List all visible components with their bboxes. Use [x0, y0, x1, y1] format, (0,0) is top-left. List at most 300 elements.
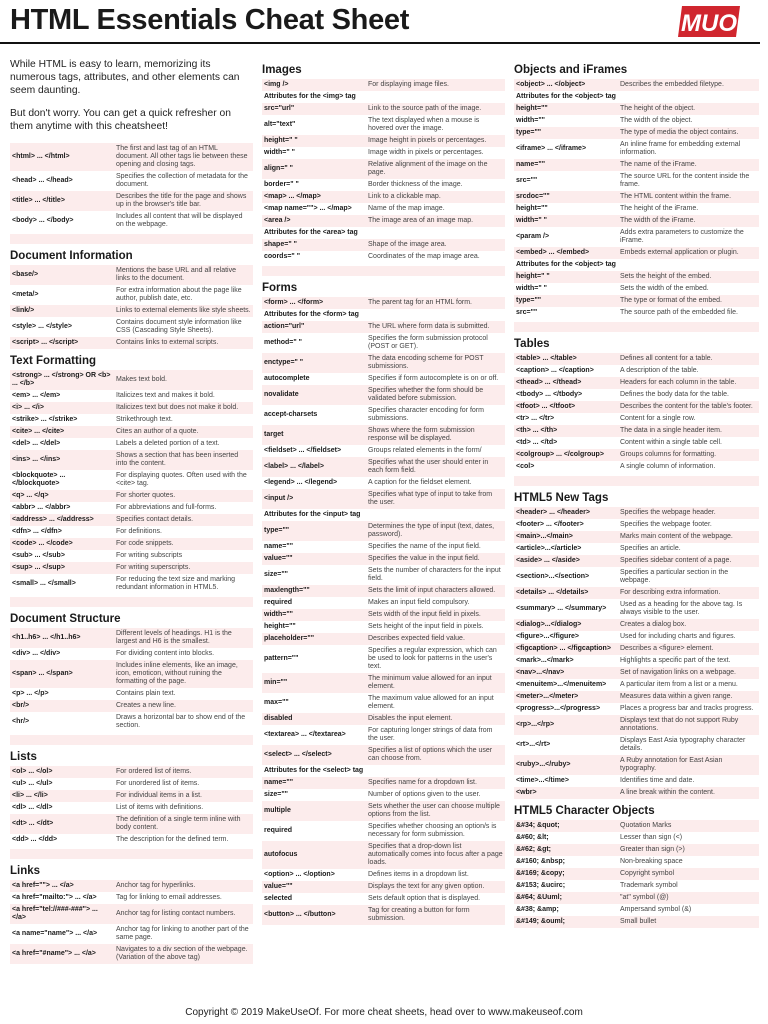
tag-description: For capturing longer strings of data from the user. [368, 727, 493, 742]
tag-description: Non-breaking space [620, 858, 683, 865]
tag-description: Tag for linking to email addresses. [116, 894, 222, 901]
tag-description: Trademark symbol [620, 882, 678, 889]
tag-code: shape=" " [264, 241, 297, 248]
table-row [514, 735, 759, 755]
table-row [262, 841, 505, 869]
tag-description: A Ruby annotation for East Asian typography. [620, 757, 723, 772]
tag-code: <option> ... </option> [264, 871, 335, 878]
tag-description: Specifies the webpage header. [620, 509, 716, 516]
table-row [10, 426, 253, 438]
table-row [514, 103, 759, 115]
tag-code: novalidate [264, 391, 299, 398]
tag-code: <dialog>...</dialog> [516, 621, 582, 628]
table-row [262, 609, 505, 621]
tag-code: &#34; &quot; [516, 822, 560, 829]
table-row [514, 215, 759, 227]
tag-code: <figcaption> ... </figcaption> [516, 645, 611, 652]
table-row [514, 643, 759, 655]
table-row [10, 305, 253, 317]
tag-code: height="" [264, 623, 296, 630]
table-row [514, 353, 759, 365]
table-row [10, 438, 253, 450]
tag-description: Mentions the base URL and all relative links to the document. [116, 267, 236, 282]
tag-description: The data encoding scheme for POST submissions. [368, 355, 484, 370]
tag-code: <map name=""> ... </map> [264, 205, 352, 212]
tag-description: Specifies whether the form should be validated before submission. [368, 387, 484, 402]
tag-code: <select> ... </select> [264, 751, 332, 758]
tag-description: List of items with definitions. [116, 804, 204, 811]
tag-code: <tbody> ... </tbody> [516, 391, 583, 398]
tag-code: <dl> ... </dl> [12, 804, 53, 811]
table-row [514, 401, 759, 413]
column-2 [262, 58, 505, 925]
tag-code: &#60; &lt; [516, 834, 549, 841]
tag-description: Italicizes text and makes it bold. [116, 392, 215, 399]
tag-description: Number of options given to the user. [368, 791, 481, 798]
table-row [262, 905, 505, 925]
tag-code: action="url" [264, 323, 305, 330]
table-row [514, 127, 759, 139]
tag-code: <i> ... </i> [12, 404, 44, 411]
tag-code: <nav>...</nav> [516, 669, 565, 676]
table-row [10, 892, 253, 904]
section-divider [514, 322, 759, 332]
section-divider [10, 597, 253, 607]
tag-description: Groups related elements in the form/ [368, 447, 482, 454]
tag-code: width="" [264, 611, 293, 618]
table-row [514, 667, 759, 679]
tag-description: Greater than sign (>) [620, 846, 685, 853]
tag-description: Displays the text for any given option. [368, 883, 485, 890]
tag-code: <br/> [12, 702, 30, 709]
table-row [514, 880, 759, 892]
tag-description: Contains links to external scripts. [116, 339, 219, 346]
tag-description: Links to external elements like style sheets. [116, 307, 251, 314]
table-row [10, 337, 253, 349]
table-row [10, 790, 253, 802]
muo-logo [678, 5, 740, 38]
table-row [10, 402, 253, 414]
tag-description: Set of navigation links on a webpage. [620, 669, 736, 676]
tag-description: Sets width of the input field in pixels. [368, 611, 481, 618]
table-row [262, 621, 505, 633]
tag-code: <meter>...</meter> [516, 693, 579, 700]
tag-code: disabled [264, 715, 293, 722]
tag-description: Sets the limit of input characters allowed. [368, 587, 496, 594]
table-row [514, 531, 759, 543]
tag-description: For writing superscripts. [116, 564, 191, 571]
tag-code: <thead> ... </thead> [516, 379, 582, 386]
tag-description: Specifies sidebar content of a page. [620, 557, 732, 564]
table-row [262, 215, 505, 227]
table-row [10, 834, 253, 846]
tag-code: <mark>...</mark> [516, 657, 574, 664]
section-title: Document Structure [10, 613, 121, 625]
tag-code: <em> ... </em> [12, 392, 61, 399]
tag-code: <colgroup> ... </colgroup> [516, 451, 604, 458]
tag-description: Specifies if form autocomplete is on or off. [368, 375, 499, 382]
tag-code: <summary> ... </summary> [516, 605, 607, 612]
tag-code: <details> ... </details> [516, 589, 589, 596]
tag-description: Draws a horizontal bar to show end of the section. [116, 714, 246, 729]
svg-text:MUO: MUO [681, 10, 737, 37]
column-1 [10, 58, 253, 964]
table-row [262, 789, 505, 801]
table-row [514, 115, 759, 127]
table-row [514, 191, 759, 203]
table-row [514, 413, 759, 425]
tag-description: Sets whether the user can choose multiple options from the list. [368, 803, 500, 818]
table-row [514, 461, 759, 473]
table-row [514, 555, 759, 567]
tag-code: <embed> ... </embed> [516, 249, 590, 256]
table-row [514, 227, 759, 247]
table-row [10, 700, 253, 712]
tag-description: A line break within the content. [620, 789, 715, 796]
table-row [514, 856, 759, 868]
attributes-subheading: Attributes for the <img> tag [264, 93, 356, 100]
tag-description: Content within a single table cell. [620, 439, 722, 446]
tag-description: For code snippets. [116, 540, 174, 547]
tag-description: The description for the defined term. [116, 836, 229, 843]
table-row [514, 679, 759, 691]
table-row [10, 924, 253, 944]
tag-description: The minimum value allowed for an input element. [368, 675, 492, 690]
table-row [262, 445, 505, 457]
tag-description: Name of the map image. [368, 205, 445, 212]
tag-description: Specifies the value in the input field. [368, 555, 480, 562]
tag-code: &#62; &gt; [516, 846, 552, 853]
tag-code: &#64; &Uuml; [516, 894, 562, 901]
tag-description: The URL where form data is submitted. [368, 323, 490, 330]
tag-code: <a href="#name"> ... </a> [12, 950, 96, 957]
tag-code: <time>...</time> [516, 777, 569, 784]
table-row [10, 688, 253, 700]
table-row [10, 211, 253, 231]
tag-description: Sets height of the input field in pixels. [368, 623, 484, 630]
tag-code: <small> ... </small> [12, 580, 76, 587]
tag-code: pattern="" [264, 655, 299, 662]
tag-description: Describes the content for the table's footer. [620, 403, 753, 410]
table-row [514, 507, 759, 519]
tag-description: Sets default option that is displayed. [368, 895, 481, 902]
tag-code: size="" [264, 791, 288, 798]
tag-description: For definitions. [116, 528, 162, 535]
tag-code: accept-charsets [264, 411, 318, 418]
attributes-subheading: Attributes for the <object> tag [516, 93, 616, 100]
table-row [10, 648, 253, 660]
tag-description: Makes text bold. [116, 376, 167, 383]
table-row [514, 307, 759, 319]
tag-description: A caption for the fieldset element. [368, 479, 472, 486]
tag-code: <iframe> ... </iframe> [516, 145, 587, 152]
tag-code: type="" [516, 297, 542, 304]
tag-code: <button> ... </button> [264, 911, 336, 918]
tag-code: <area /> [264, 217, 291, 224]
tag-code: <rt>...</rt> [516, 741, 551, 748]
table-row [262, 553, 505, 565]
tag-description: Image width in pixels or percentages. [368, 149, 484, 156]
tag-code: &#38; &amp; [516, 906, 559, 913]
table-row [262, 521, 505, 541]
section-title: Links [10, 865, 41, 877]
column-3 [514, 58, 759, 928]
tag-description: The source URL for the content inside the frame. [620, 173, 750, 188]
section-divider [10, 234, 253, 244]
tag-code: autofocus [264, 851, 298, 858]
table-row [514, 247, 759, 259]
tag-code: width=" " [516, 217, 547, 224]
tag-description: Measures data within a given range. [620, 693, 733, 700]
tag-description: Used for including charts and figures. [620, 633, 736, 640]
cheat-section [10, 865, 253, 964]
tag-description: The data in a single header item. [620, 427, 722, 434]
tag-code: <ol> ... </ol> [12, 768, 53, 775]
tag-code: <a href=""> ... </a> [12, 882, 74, 889]
table-row [10, 802, 253, 814]
tag-description: Specifies what the user should enter in each form field. [368, 459, 489, 474]
tag-description: Displays text that do not support Ruby annotations. [620, 717, 739, 732]
tag-code: <head> ... </head> [12, 177, 73, 184]
table-row [514, 377, 759, 389]
tag-code: <ul> ... </ul> [12, 780, 53, 787]
tag-code: <tfoot> ... </tfoot> [516, 403, 576, 410]
attributes-subheading: Attributes for the <area> tag [264, 229, 358, 236]
tag-description: Specifies the form submission protocol (POST or GET). [368, 335, 488, 350]
tag-code: height=" " [516, 273, 550, 280]
section-title: Forms [262, 282, 298, 294]
cheat-section [514, 338, 759, 486]
table-row [10, 143, 253, 171]
tag-code: <label> ... </label> [264, 463, 324, 470]
tag-description: Strikethrough text. [116, 416, 173, 423]
tag-description: The height of the object. [620, 105, 696, 112]
table-row [10, 370, 253, 390]
tag-description: Link to a clickable map. [368, 193, 441, 200]
tag-code: name="" [264, 543, 294, 550]
tag-code: <p> ... </p> [12, 690, 49, 697]
table-row [514, 787, 759, 799]
tag-code: src="" [516, 177, 538, 184]
cheat-section [10, 751, 253, 859]
table-row [262, 251, 505, 263]
table-row [514, 567, 759, 587]
table-row [10, 660, 253, 688]
tag-code: enctype=" " [264, 359, 304, 366]
tag-code: maxlength="" [264, 587, 310, 594]
section-divider [10, 849, 253, 859]
tag-description: Anchor tag for listing contact numbers. [116, 910, 236, 917]
table-row [514, 437, 759, 449]
tag-code: <sup> ... </sup> [12, 564, 65, 571]
table-row [262, 585, 505, 597]
tag-description: For displaying quotes. Often used with the <cite> tag. [116, 472, 247, 487]
tag-code: &#169; &copy; [516, 870, 565, 877]
table-row [262, 115, 505, 135]
tag-description: Defines all content for a table. [620, 355, 713, 362]
section-title: Document Information [10, 250, 133, 262]
footer-copyright: Copyright © 2019 MakeUseOf. For more cheat sheets, head over to www.makeuseof.com [185, 1007, 583, 1018]
tag-description: Specifies what type of input to take from the user. [368, 491, 493, 506]
table-row [262, 239, 505, 251]
tag-code: <aside> ... </aside> [516, 557, 580, 564]
tag-description: The width of the object. [620, 117, 693, 124]
tag-code: <object> ... </object> [516, 81, 586, 88]
tag-description: Describes the embedded filetype. [620, 81, 724, 88]
tag-code: type="" [264, 527, 290, 534]
table-row [10, 450, 253, 470]
tag-description: Defines items in a dropdown list. [368, 871, 469, 878]
table-row [514, 519, 759, 531]
section-title: Lists [10, 751, 37, 763]
tag-description: Describes a <figure> element. [620, 645, 714, 652]
tag-code: <div> ... </div> [12, 650, 61, 657]
table-row [10, 317, 253, 337]
tag-code: <strong> ... </strong> OR <b> ... </b> [12, 372, 111, 387]
section-title: Objects and iFrames [514, 64, 628, 76]
table-row [262, 725, 505, 745]
attributes-subheading: Attributes for the <form> tag [264, 311, 359, 318]
table-row [262, 893, 505, 905]
section-title: Images [262, 64, 302, 76]
tag-description: The width of the iFrame. [620, 217, 696, 224]
tag-code: <tr> ... </tr> [516, 415, 555, 422]
tag-code: <strike> ... </strike> [12, 416, 78, 423]
tag-code: <meta/> [12, 291, 39, 298]
tag-code: placeholder="" [264, 635, 315, 642]
intro-paragraph: While HTML is easy to learn, memorizing its numerous tags, attributes, and other elements can seem daunting. [10, 59, 240, 96]
tag-description: Makes an input field compulsory. [368, 599, 470, 606]
tag-description: The HTML content within the frame. [620, 193, 732, 200]
tag-description: Determines the type of input (text, dates, password). [368, 523, 495, 538]
table-row [10, 171, 253, 191]
table-row [10, 390, 253, 402]
table-row [262, 79, 505, 91]
table-row [514, 691, 759, 703]
tag-code: <dd> ... </dd> [12, 836, 58, 843]
tag-code: <header> ... </header> [516, 509, 590, 516]
tag-code: coords=" " [264, 253, 301, 260]
tag-description: Link to the source path of the image. [368, 105, 482, 112]
tag-code: size="" [264, 571, 288, 578]
tag-code: method=" " [264, 339, 302, 346]
table-row [262, 881, 505, 893]
tag-description: For shorter quotes. [116, 492, 176, 499]
table-row [10, 880, 253, 892]
tag-description: Highlights a specific part of the text. [620, 657, 731, 664]
cheat-section [262, 64, 505, 276]
table-row [514, 171, 759, 191]
tag-code: <title> ... </title> [12, 197, 65, 204]
table-row [262, 321, 505, 333]
tag-description: Specifies a particular section in the webpage. [620, 569, 729, 584]
tag-description: A single column of information. [620, 463, 716, 470]
tag-description: Displays East Asia typography character details. [620, 737, 746, 752]
cheat-section [514, 805, 759, 928]
section-title: HTML5 New Tags [514, 492, 609, 504]
tag-description: Specifies name for a dropdown list. [368, 779, 477, 786]
tag-description: Labels a deleted portion of a text. [116, 440, 220, 447]
tag-description: Specifies contact details. [116, 516, 194, 523]
tag-description: Specifies a list of options which the user can choose from. [368, 747, 493, 762]
table-row [514, 904, 759, 916]
tag-code: <sub> ... </sub> [12, 552, 65, 559]
tag-code: src="" [516, 309, 538, 316]
table-row [262, 457, 505, 477]
cheat-section [514, 64, 759, 332]
tag-code: <td> ... </td> [516, 439, 558, 446]
table-row [514, 587, 759, 599]
table-row [262, 745, 505, 765]
tag-code: <article>...</article> [516, 545, 582, 552]
tag-description: The name of the iFrame. [620, 161, 697, 168]
tag-code: <h1..h6> ... </h1..h6> [12, 634, 81, 641]
table-row [10, 562, 253, 574]
section-title: Tables [514, 338, 550, 350]
tag-code: &#149; &ouml; [516, 918, 566, 925]
tag-description: The type of media the object contains. [620, 129, 739, 136]
tag-code: <ins> ... </ins> [12, 456, 61, 463]
tag-code: &#153; &ucirc; [516, 882, 566, 889]
tag-description: Specifies whether choosing an option/s is necessary for form submission. [368, 823, 497, 838]
tag-description: An inline frame for embedding external information. [620, 141, 741, 156]
tag-code: <dt> ... </dt> [12, 820, 54, 827]
table-row [10, 944, 253, 964]
tag-code: <li> ... </li> [12, 792, 48, 799]
tag-code: selected [264, 895, 293, 902]
tag-code: <a href="tel://###-###"> ... </a> [12, 906, 98, 921]
table-row [262, 333, 505, 353]
tag-description: The first and last tag of an HTML document. All other tags lie between these opening and closing tags. [116, 145, 248, 168]
tag-description: Cites an author of a quote. [116, 428, 199, 435]
tag-description: Copyright symbol [620, 870, 675, 877]
tag-code: required [264, 599, 293, 606]
tag-code: srcdoc="" [516, 193, 550, 200]
table-row [514, 159, 759, 171]
table-row [514, 295, 759, 307]
tag-description: Includes inline elements, like an image, icon, emoticon, without ruining the formatting of the page. [116, 662, 238, 685]
tag-description: Ampersand symbol (&) [620, 906, 692, 913]
tag-description: Headers for each column in the table. [620, 379, 737, 386]
table-row [10, 904, 253, 924]
tag-description: For displaying image files. [368, 81, 449, 88]
table-row [10, 470, 253, 490]
tag-description: The parent tag for an HTML form. [368, 299, 473, 306]
tag-description: For dividing content into blocks. [116, 650, 215, 657]
table-row [262, 385, 505, 405]
tag-code: <main>...</main> [516, 533, 573, 540]
table-row [514, 820, 759, 832]
table-row [514, 832, 759, 844]
cheat-section [262, 282, 505, 925]
tag-code: <table> ... </table> [516, 355, 577, 362]
tag-code: value="" [264, 883, 293, 890]
tag-description: Quotation Marks [620, 822, 672, 829]
tag-description: Describes the title for the page and shows up in the browser's title bar. [116, 193, 247, 208]
tag-description: A description of the table. [620, 367, 699, 374]
tag-code: <th> ... </th> [516, 427, 558, 434]
table-row [10, 574, 253, 594]
tag-description: Different levels of headings. H1 is the largest and H6 is the smallest. [116, 630, 232, 645]
tag-description: Content for a single row. [620, 415, 696, 422]
table-row [10, 265, 253, 285]
table-row [262, 135, 505, 147]
tag-description: Anchor tag for linking to another part of the same page. [116, 926, 249, 941]
attributes-subheading: Attributes for the <select> tag [264, 767, 364, 774]
table-row [262, 477, 505, 489]
tag-code: alt="text" [264, 121, 296, 128]
tag-code: <fieldset> ... </fieldset> [264, 447, 342, 454]
